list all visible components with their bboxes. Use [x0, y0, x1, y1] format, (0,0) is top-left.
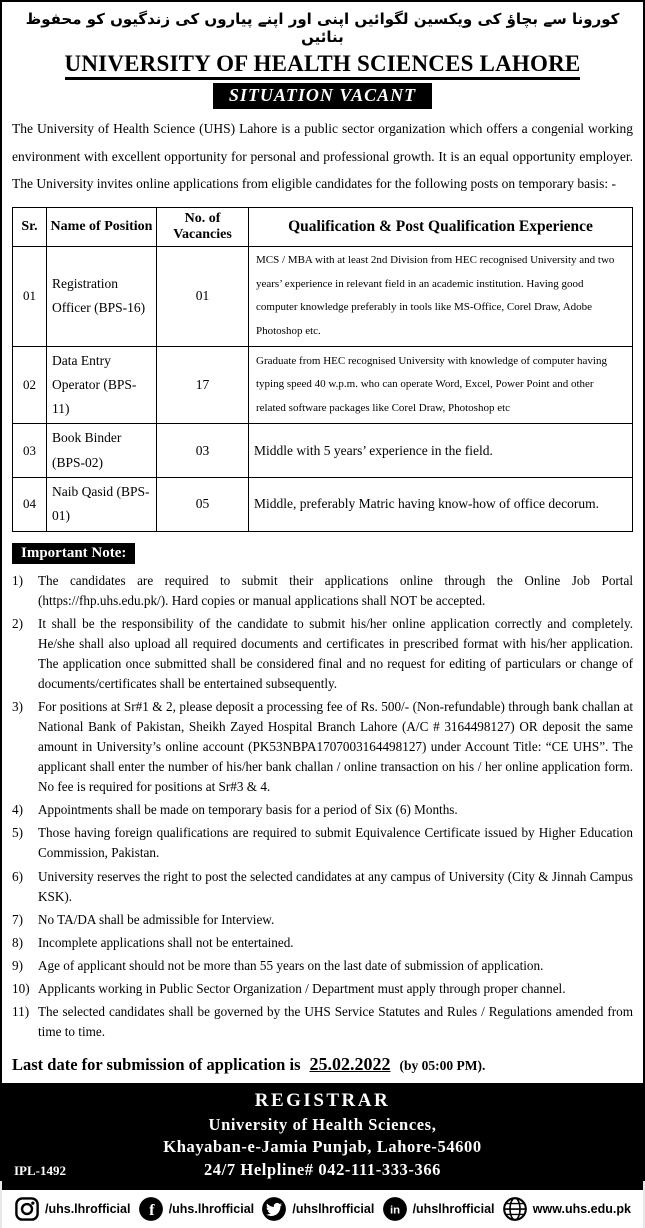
table-header-row [13, 208, 633, 247]
note-number: 10) [12, 980, 30, 996]
note-item [12, 910, 633, 930]
social-handle: /uhslhrofficial [292, 1201, 375, 1216]
cell-vacancies: 17 [157, 346, 249, 424]
footer-university: University of Health Sciences, [208, 1115, 437, 1135]
cell-qualification: Graduate from HEC recognised University with knowledge of computer having typing speed 40 w.p.m. who can operate Word, Excel, Power Point and other related software packages like Corel Draw, Photoshop etc [249, 346, 633, 424]
note-number: 6) [12, 868, 23, 884]
note-number: 8) [12, 934, 23, 950]
registrar-footer [2, 1083, 643, 1190]
note-number: 4) [12, 802, 23, 818]
cell-sr: 04 [13, 478, 47, 532]
globe-icon [502, 1196, 528, 1222]
note-number: 1) [12, 572, 23, 588]
social-instagram [14, 1196, 130, 1222]
header-sr: Sr. [13, 208, 47, 247]
note-item [12, 697, 633, 797]
social-handle: /uhs.lhrofficial [45, 1201, 131, 1216]
twitter-icon [261, 1196, 287, 1222]
footer-helpline: 24/7 Helpline# 042-111-333-366 [203, 1159, 442, 1179]
cell-position: Naib Qasid (BPS-01) [47, 478, 157, 532]
last-date-line [12, 1054, 633, 1075]
cell-vacancies: 03 [157, 424, 249, 478]
note-item [12, 571, 633, 611]
important-note-label: Important Note: [12, 543, 135, 564]
ipl-number: IPL-1492 [14, 1162, 66, 1178]
cell-position: Book Binder (BPS-02) [47, 424, 157, 478]
facebook-icon [138, 1196, 164, 1222]
header-vacancies: No. of Vacancies [157, 208, 249, 247]
last-date-value: 25.02.2022 [309, 1054, 391, 1075]
social-handle: /uhs.lhrofficial [168, 1201, 255, 1216]
note-item [12, 823, 633, 863]
note-text: Incomplete applications shall not be entertained. [38, 934, 294, 950]
table-row [13, 346, 633, 424]
vacancies-table [12, 207, 633, 532]
social-website [502, 1196, 631, 1222]
note-text: No TA/DA shall be admissible for Interview. [38, 911, 275, 927]
social-twitter [261, 1196, 374, 1222]
social-handle: /uhslhrofficial [412, 1201, 495, 1216]
note-number: 9) [12, 957, 23, 973]
situation-vacant-banner: SITUATION VACANT [213, 83, 432, 109]
table-row [13, 478, 633, 532]
cell-qualification: MCS / MBA with at least 2nd Division from HEC recognised University and two years’ experience in relevant field in an academic institution. Having good computer knowledge preferably in tools like MS-Office, Corel Draw, Adobe Photoshop etc. [249, 247, 633, 347]
social-facebook [138, 1196, 254, 1222]
note-text: The candidates are required to submit their applications online through the Online Job Portal (https://fhp.uhs.edu.pk/). Hard copies or manual applications shall NOT be accepted. [38, 572, 633, 608]
svg-text:f: f [148, 1200, 155, 1219]
note-item [12, 979, 633, 999]
note-text: For positions at Sr#1 & 2, please deposit a processing fee of Rs. 500/- (Non-refundable) through bank challan at National Bank of Pakistan, Sheikh Zayed Hospital Branch Lahore (A/C # 3164498127) OR deposit the same amount in University’s online account (PK53NBPA1707003164498127) under Account Title: “CE UHS”. The applicant shall enter the number of his/her bank challan / online transaction on his / her online application form. No fee is required for positions at Sr#3 & 4. [38, 699, 633, 795]
note-number: 3) [12, 699, 23, 715]
note-number: 7) [12, 911, 23, 927]
last-date-suffix: (by 05:00 PM). [399, 1058, 486, 1074]
table-row [13, 424, 633, 478]
table-row [13, 247, 633, 347]
note-item [12, 614, 633, 694]
cell-qualification: Middle with 5 years’ experience in the field. [249, 424, 633, 478]
urdu-headline: کورونا سے بچاؤ کی ویکسین لگوائیں اپنی اور اپنے پیاروں کی زندگیوں کو محفوظ بنائیں [25, 10, 620, 46]
header-qualification: Qualification & Post Qualification Experience [249, 208, 633, 247]
social-handle: www.uhs.edu.pk [532, 1201, 631, 1216]
note-text: Age of applicant should not be more than 55 years on the last date of submission of application. [38, 957, 544, 973]
banner-row [12, 85, 633, 106]
cell-sr: 02 [13, 346, 47, 424]
cell-vacancies: 05 [157, 478, 249, 532]
note-number: 5) [12, 825, 23, 841]
linkedin-icon [382, 1196, 408, 1222]
note-text: Those having foreign qualifications are required to submit Equivalence Certificate issued by Higher Education Commission, Pakistan. [38, 825, 633, 861]
svg-text:in: in [389, 1204, 400, 1217]
note-item [12, 956, 633, 976]
last-date-prefix: Last date for submission of application is [12, 1055, 301, 1075]
cell-qualification: Middle, preferably Matric having know-how of office decorum. [249, 478, 633, 532]
note-number: 11) [12, 1003, 30, 1019]
cell-position: Data Entry Operator (BPS-11) [47, 346, 157, 424]
social-bar [2, 1190, 643, 1228]
note-item [12, 867, 633, 907]
intro-paragraph: The University of Health Science (UHS) Lahore is a public sector organization which offers a congenial working environment with excellent opportunity for personal and professional growth. It is an equal opportunity employer. The University invites online applications from eligible candidates for the following posts on temporary basis: - [12, 121, 633, 192]
note-text: It shall be the responsibility of the candidate to submit his/her online application correctly and completely. He/she shall also upload all required documents and certificates in prescribed format with his/her application. The application once submitted shall be considered final and no request for editing of particulars or change of documents/certificates shall be entertained subsequently. [38, 615, 633, 691]
social-linkedin [382, 1196, 495, 1222]
cell-sr: 03 [13, 424, 47, 478]
cell-position: Registration Officer (BPS-16) [47, 247, 157, 347]
cell-sr: 01 [13, 247, 47, 347]
note-item [12, 800, 633, 820]
note-text: Appointments shall be made on temporary basis for a period of Six (6) Months. [38, 802, 458, 818]
notes-list [12, 571, 633, 1045]
note-item [12, 1002, 633, 1042]
cell-vacancies: 01 [157, 247, 249, 347]
title-row [12, 51, 633, 77]
instagram-icon [14, 1196, 40, 1222]
page-title: UNIVERSITY OF HEALTH SCIENCES LAHORE [65, 51, 581, 80]
note-text: The selected candidates shall be governed by the UHS Service Statutes and Rules / Regulations amended from time to time. [38, 1003, 633, 1039]
note-text: University reserves the right to post the selected candidates at any campus of University (City & Jinnah Campus KSK). [38, 868, 633, 904]
registrar-heading: REGISTRAR [254, 1090, 391, 1112]
note-item [12, 933, 633, 953]
header-position: Name of Position [47, 208, 157, 247]
note-label-row [12, 544, 633, 562]
note-text: Applicants working in Public Sector Organization / Department must apply through proper channel. [38, 980, 566, 996]
footer-address: Khayaban-e-Jamia Punjab, Lahore-54600 [163, 1137, 482, 1157]
note-number: 2) [12, 615, 23, 631]
